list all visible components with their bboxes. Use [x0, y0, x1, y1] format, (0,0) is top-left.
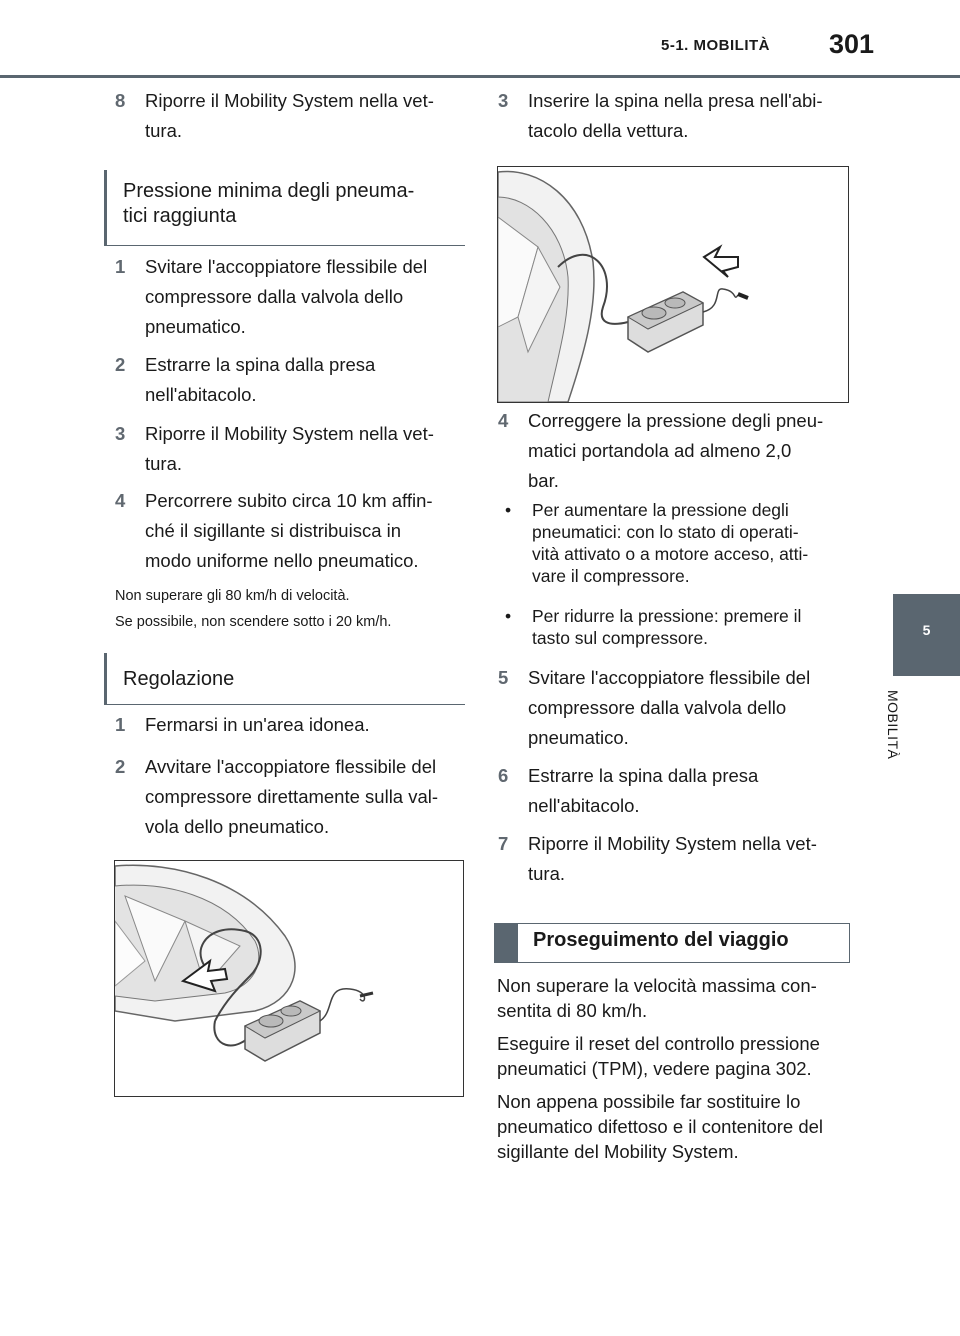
step-line: pneumatico.: [145, 316, 246, 337]
compressor-plug-illustration: [497, 166, 849, 403]
step-text: [528, 663, 810, 753]
step-line: Riporre il Mobility System nella vet-: [145, 90, 434, 111]
paragraph-line: Non superare la velocità massima con-: [497, 975, 817, 996]
paragraph-line: pneumatici (TPM), vedere pagina 302.: [497, 1058, 812, 1079]
step-text: [145, 710, 370, 740]
step-line: Correggere la pressione degli pneu-: [528, 410, 824, 431]
step-line: Estrarre la spina dalla presa: [528, 765, 759, 786]
step-line: nell'abitacolo.: [528, 795, 640, 816]
step-line: tura.: [145, 453, 183, 474]
bullet-dot: •: [505, 500, 512, 520]
chapter-side-label-text: MOBILITÀ: [885, 690, 901, 760]
section-title: Regolazione: [123, 668, 235, 690]
step-line: matici portandola ad almeno 2,0: [528, 440, 792, 461]
step-line: pneumatico.: [528, 727, 629, 748]
step-number: 1: [115, 256, 126, 277]
section-title-line: tici raggiunta: [123, 205, 237, 227]
step-number: 6: [498, 765, 509, 786]
step-line: nell'abitacolo.: [145, 384, 257, 405]
step-text: [528, 406, 823, 496]
step-number: 2: [115, 354, 126, 375]
bullet-line: Per ridurre la pressione: premere il: [532, 606, 802, 626]
paragraph-line: Eseguire il reset del controllo pressione: [497, 1033, 820, 1054]
step-text: [145, 252, 427, 342]
bullet-line: vità attivato o a motore acceso, atti-: [532, 544, 809, 564]
compressor-plug-drawing: [498, 167, 848, 402]
step-number: 7: [498, 833, 509, 854]
running-header-section: 5-1. MOBILITÀ: [661, 37, 771, 54]
step-text: [528, 829, 817, 889]
section-title-line: Pressione minima degli pneuma-: [123, 180, 415, 202]
chapter-tab: [893, 594, 960, 676]
step-line: Riporre il Mobility System nella vet-: [528, 833, 817, 854]
page-number: 301: [829, 29, 875, 59]
step-line: compressore direttamente sulla val-: [145, 786, 439, 807]
step-line: Svitare l'accoppiatore flessibile del: [528, 667, 811, 688]
paragraph-line: Non appena possibile far sostituire lo: [497, 1091, 801, 1112]
paragraph-tpm-reset: [497, 1031, 852, 1081]
step-line: Avvitare l'accoppiatore flessibile del: [145, 756, 437, 777]
step-line: Estrarre la spina dalla presa: [145, 354, 376, 375]
paragraph-line: sentita di 80 km/h.: [497, 1000, 648, 1021]
step-line: Inserire la spina nella presa nell'abi-: [528, 90, 823, 111]
step-text: [528, 86, 823, 146]
paragraph-line: sigillante del Mobility System.: [497, 1141, 739, 1162]
compressor-tyre-drawing: [115, 861, 463, 1096]
step-number: 3: [498, 90, 509, 111]
step-line: Percorrere subito circa 10 km affin-: [145, 490, 433, 511]
paragraph-speed-limit: [497, 973, 852, 1023]
bullet-text: [532, 499, 808, 587]
step-line: compressore dalla valvola dello: [528, 697, 787, 718]
step-number: 5: [498, 667, 509, 688]
step-line: Riporre il Mobility System nella vet-: [145, 423, 434, 444]
step-number: 2: [115, 756, 126, 777]
section-heading-regolazione: [104, 653, 465, 705]
bullet-text: [532, 605, 801, 649]
step-line: tura.: [145, 120, 183, 141]
step-text: [528, 761, 758, 821]
step-line: Fermarsi in un'area idonea.: [145, 714, 370, 735]
section-heading-bar: [495, 924, 518, 962]
chapter-tab-number: 5: [922, 622, 931, 638]
step-line: bar.: [528, 470, 559, 491]
bullet-line: pneumatici: con lo stato di operati-: [532, 522, 799, 542]
step-line: ché il sigillante si distribuisca in: [145, 520, 402, 541]
step-line: tacolo della vettura.: [528, 120, 689, 141]
bullet-line: vare il compressore.: [532, 566, 690, 586]
step-text: [145, 419, 434, 479]
step-text: [145, 350, 375, 410]
section-heading-pressione-minima: [104, 170, 465, 246]
step-number: 4: [115, 490, 126, 511]
bullet-dot: •: [505, 606, 512, 626]
step-text: [145, 486, 433, 576]
step-line: compressore dalla valvola dello: [145, 286, 404, 307]
chapter-side-label: [885, 690, 929, 790]
step-line: modo uniforme nello pneumatico.: [145, 550, 419, 571]
step-number: 8: [115, 90, 126, 111]
step-line: Svitare l'accoppiatore flessibile del: [145, 256, 428, 277]
compressor-on-tyre-illustration: [114, 860, 464, 1097]
step-line: tura.: [528, 863, 566, 884]
bullet-line: tasto sul compressore.: [532, 628, 709, 648]
speed-note-1: Non superare gli 80 km/h di velocità.: [115, 588, 350, 604]
header-rule: [0, 75, 960, 78]
section-heading-proseguimento: [494, 923, 850, 963]
step-line: vola dello pneumatico.: [145, 816, 330, 837]
bullet-line: Per aumentare la pressione degli: [532, 500, 789, 520]
step-text: [145, 752, 438, 842]
step-text: [145, 86, 434, 146]
step-number: 1: [115, 714, 126, 735]
step-number: 4: [498, 410, 509, 431]
paragraph-replace-tyre: [497, 1089, 852, 1164]
paragraph-line: pneumatico difettoso e il contenitore del: [497, 1116, 824, 1137]
section-title: [123, 179, 414, 229]
section-title: Proseguimento del viaggio: [533, 929, 789, 951]
speed-note-2: Se possibile, non scendere sotto i 20 km/h.: [115, 614, 392, 630]
step-number: 3: [115, 423, 126, 444]
